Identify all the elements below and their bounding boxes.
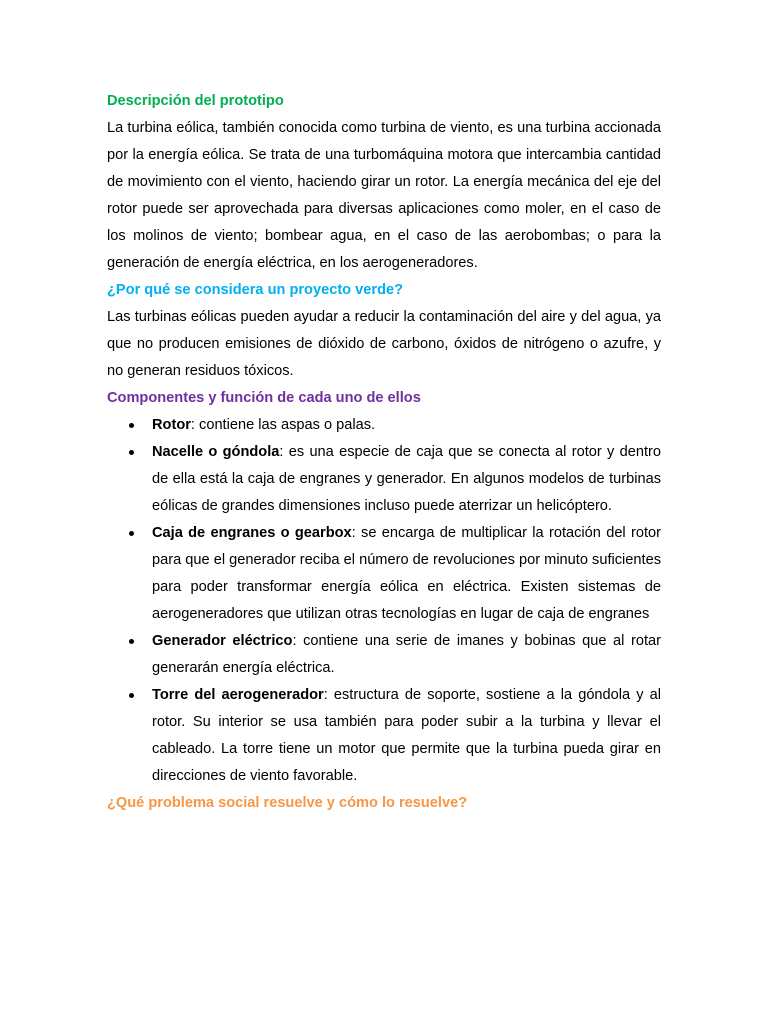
components-list xyxy=(107,412,661,790)
list-item xyxy=(107,628,661,682)
component-description: : contiene las aspas o palas. xyxy=(190,417,376,433)
document-page xyxy=(107,88,661,817)
component-term: Caja de engranes o gearbox xyxy=(152,525,352,541)
bullet-icon xyxy=(129,439,139,466)
component-description: : se encarga de multiplicar la rotación del rotor para que el generador reciba el número de revoluciones por minuto suficientes para poder transformar energía eólica en eléctrica. Existen sistemas de aerogeneradores que utilizan otras tecnologías en lugar de caja de engranes xyxy=(152,525,661,622)
list-item xyxy=(107,682,661,790)
section-heading-prototype-description: Descripción del prototipo xyxy=(107,93,284,109)
component-term: Generador eléctrico xyxy=(152,633,293,649)
bullet-icon xyxy=(129,628,139,655)
component-description: : estructura de soporte, sostiene a la góndola y al rotor. Su interior se usa también para poder subir a la turbina y llevar el cableado. La torre tiene un motor que permite que la turbina pueda girar en direcciones de viento favorable. xyxy=(152,687,662,784)
section-heading-green-project: ¿Por qué se considera un proyecto verde? xyxy=(107,282,404,298)
component-description: : contiene una serie de imanes y bobinas que al rotar generarán energía eléctrica. xyxy=(152,633,662,676)
section-heading-social-problem: ¿Qué problema social resuelve y cómo lo resuelve? xyxy=(107,795,468,811)
paragraph-green-project: Las turbinas eólicas pueden ayudar a reducir la contaminación del aire y del agua, ya que no producen emisiones de dióxido de carbono, óxidos de nitrógeno o azufre, y no generan residuos tóxicos. xyxy=(107,309,661,379)
list-item xyxy=(107,520,661,628)
component-term: Torre del aerogenerador xyxy=(152,687,324,703)
bullet-icon xyxy=(129,412,139,439)
component-term: Nacelle o góndola xyxy=(152,444,280,460)
component-term: Rotor xyxy=(152,417,191,433)
bullet-icon xyxy=(129,682,139,709)
component-description: : es una especie de caja que se conecta al rotor y dentro de ella está la caja de engranes y generador. En algunos modelos de turbinas eólicas de grandes dimensiones incluso puede aterrizar un helicóptero. xyxy=(152,444,661,514)
bullet-icon xyxy=(129,520,139,547)
list-item xyxy=(107,439,661,520)
paragraph-prototype-description: La turbina eólica, también conocida como turbina de viento, es una turbina accionada por la energía eólica. Se trata de una turbomáquina motora que intercambia cantidad de movimiento con el viento, haciendo girar un rotor. La energía mecánica del eje del rotor puede ser aprovechada para diversas aplicaciones como moler, en el caso de los molinos de viento; bombear agua, en el caso de las aerobombas; o para la generación de energía eléctrica, en los aerogeneradores. xyxy=(107,120,661,271)
section-heading-components: Componentes y función de cada uno de ellos xyxy=(107,390,421,406)
list-item xyxy=(107,412,661,439)
